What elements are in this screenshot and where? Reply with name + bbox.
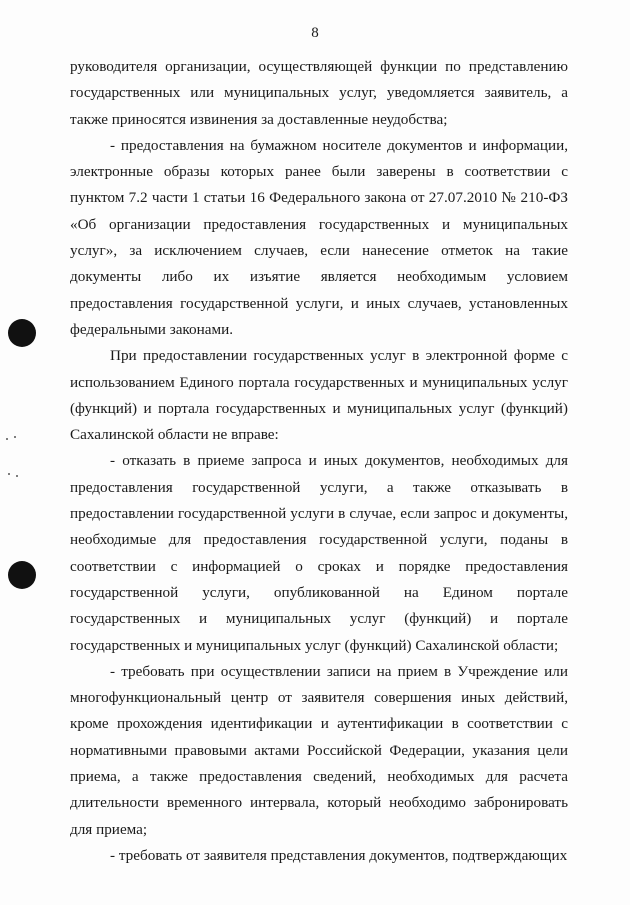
punch-hole (8, 561, 36, 589)
document-body (70, 54, 568, 869)
scan-speck (4, 436, 20, 442)
paragraph: - требовать от заявителя представления документов, подтверждающих (110, 846, 568, 864)
paragraph: руководителя организации, осуществляющей функции по представлению государственных или муниципальных услуг, уведомляется заявитель, а также приносятся извинения за доставленные неудобства; (70, 58, 568, 128)
paragraph: - требовать при осуществлении записи на прием в Учреждение или многофункциональный центр от заявителя совершения иных действий, кроме прохождения идентификации и аутентификации в соответствии с нормативными правовыми актами Российской Федерации, указания цели приема, а также предоставления сведений, необходимых для расчета длительности временного интервала, который необходимо забронировать для приема; (70, 662, 568, 838)
punch-hole (8, 319, 36, 347)
paragraph: При предоставлении государственных услуг в электронной форме с использованием Единого портала государственных и муниципальных услуг (функций) и портала государственных и муниципальных услуг (функций) Сахалинской области не вправе: (70, 347, 568, 444)
paragraph: - отказать в приеме запроса и иных документов, необходимых для предоставления государственной услуги, а также отказывать в предоставлении государственной услуги в случае, если запрос и документы, необходимые для предоставления государственной услуги, поданы в соответствии с информацией о сроках и порядке предоставления государственной услуги, опубликованной на Едином портале государственных и муниципальных услуг (функций) и портале государственных и муниципальных услуг (функций) Сахалинской области; (70, 452, 568, 654)
scan-speck (4, 472, 20, 478)
page-number: 8 (311, 25, 319, 41)
paragraph: - предоставления на бумажном носителе документов и информации, электронные образы которых ранее были заверены в соответствии с пунктом 7.2 части 1 статьи 16 Федерального закона от 27.07.2010 № 210-ФЗ «Об организации предоставления государственных и муниципальных услуг», за исключением случаев, если нанесение отметок на такие документы либо их изъятие является необходимым условием предоставления государственной услуги, и иных случаев, установленных федеральными законами. (70, 136, 568, 338)
